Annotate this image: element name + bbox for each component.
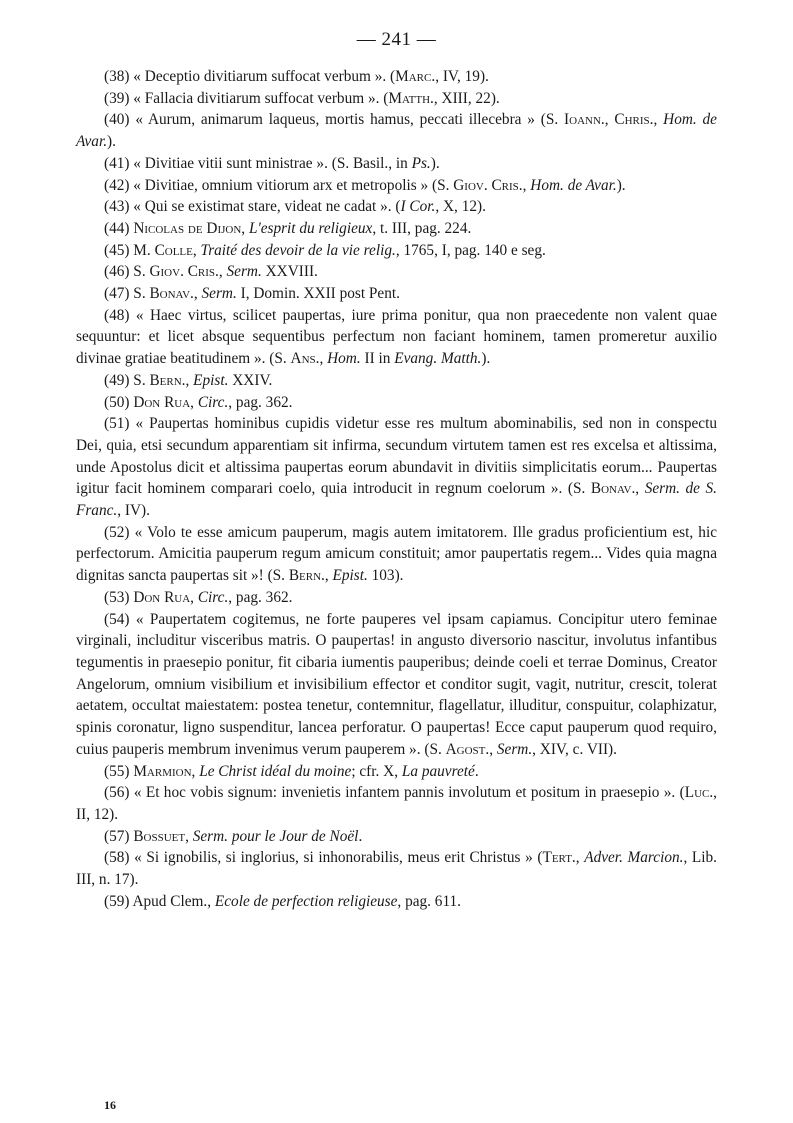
footnote-text: , <box>192 241 201 259</box>
footnote-text: , X, 12). <box>435 198 486 216</box>
footnote-text: , <box>319 350 328 368</box>
footnote-text: , <box>191 762 200 780</box>
footnote-text: . <box>358 827 363 845</box>
italic-reference: Circ. <box>197 393 229 411</box>
footnote-text: , <box>241 219 249 237</box>
footnote <box>76 370 717 392</box>
footnote <box>76 609 717 761</box>
author-name: Tert. <box>542 849 576 867</box>
italic-reference: Serm. <box>496 740 533 758</box>
footnote-text: , <box>185 371 194 389</box>
footnote <box>76 109 717 152</box>
author-name: Don Rua <box>133 393 191 411</box>
footnote-text: , Lib. III, n. 17). <box>76 849 717 889</box>
footnote <box>76 891 717 913</box>
footnote-text: (47) S. <box>104 285 150 303</box>
footnote-text: ; cfr. X, <box>351 762 402 780</box>
footnote-text: (44) <box>104 219 134 237</box>
footnote-text: , <box>522 176 531 194</box>
footnote-text: , II, 12). <box>76 784 717 823</box>
footnote-text: (59) Apud Clem., <box>104 892 215 910</box>
footnote <box>76 847 717 890</box>
author-name: Don Rua <box>133 588 191 606</box>
footnote <box>76 392 717 414</box>
italic-reference: Ps. <box>411 154 431 172</box>
footnote-text: (42) « Divitiae, omnium vitiorum arx et metropolis » (S. <box>104 176 454 194</box>
footnote-text: (45) M. <box>104 241 155 259</box>
footnote-text: , pag. 362. <box>228 588 293 606</box>
footnote-text: I, Domin. XXII post Pent. <box>236 285 400 303</box>
author-name: Agost. <box>445 740 490 758</box>
author-name: Ioann. <box>564 111 605 129</box>
footnote <box>76 782 717 825</box>
footnote <box>76 761 717 783</box>
footnote <box>76 196 717 218</box>
footnote-text: , <box>185 827 193 845</box>
italic-reference: Epist. <box>332 567 368 585</box>
footnote <box>76 66 717 88</box>
footnote-text: , XIV, c. VII). <box>532 740 617 758</box>
printer-signature: 16 <box>104 1098 116 1112</box>
footnote-text: , <box>190 588 198 606</box>
italic-reference: Hom. de Avar. <box>530 176 617 194</box>
italic-reference: La pauvreté <box>401 762 475 780</box>
author-name: Bern. <box>149 371 186 389</box>
footnote-text: , pag. 611. <box>397 892 462 910</box>
footnote <box>76 413 717 522</box>
author-name: Colle <box>154 241 193 259</box>
footnote-text: (54) « Paupertatem cogitemus, ne forte pauperes vel ipsam capiamus. Concipitur utero feminae virginali, includitur visceribus matris. O paupertas! in angusto diversorio nascitur, involutus infantibus tegumentis in praesepio ponitur, fit cibaria iumentis pauperibus; deinde coeli et terrae Dominus, Creator Angelorum, omnium visibilium et invisibilium effector et conditor sugit, vagit, nutritur, crescit, tolerat aetatem, occultat maiestatem: postea tenetur, contemnitur, flagellatur, illuditur, conspuitur, colaphizatur, spinis coronatur, ligno suspenditur, lancea perforatur. O paupertas! Ecce caput pauperum quod requiro, cuius pauperis membrum invenimus verum pauperem ». (S. <box>76 610 717 758</box>
italic-reference: Hom. <box>327 350 361 368</box>
footnote-text: , <box>190 393 198 411</box>
footnote-text: (49) S. <box>104 371 150 389</box>
italic-reference: Hom. de Avar. <box>76 111 717 151</box>
footnote-text: ). <box>430 154 440 172</box>
author-name: Bonav. <box>590 480 636 498</box>
footnote-text: (58) « Si ignobilis, si inglorius, si inhonorabilis, meus erit Christus » ( <box>104 849 543 867</box>
footnote-text: , <box>218 263 227 281</box>
footnote-text: , <box>575 849 585 867</box>
author-name: Giov. Cris. <box>149 263 219 281</box>
footnote-text: , pag. 362. <box>228 393 293 411</box>
footnote-text: II in <box>360 350 395 368</box>
footnotes-list <box>76 66 717 912</box>
footnote <box>76 305 717 370</box>
footnote-text: (50) <box>104 393 134 411</box>
footnote-text: , t. III, pag. 224. <box>372 219 472 237</box>
footnote <box>76 218 717 240</box>
italic-reference: Traité des devoir de la vie relig. <box>200 241 396 259</box>
footnote <box>76 587 717 609</box>
footnote-text: (56) « Et hoc vobis signum: invenietis infantem pannis involutum et positum in praesepio ». ( <box>104 784 685 802</box>
footnote-text: ). <box>107 133 116 151</box>
italic-reference: Serm. <box>226 263 262 281</box>
footnote-text: . <box>474 762 479 780</box>
author-name: Luc. <box>684 784 714 802</box>
italic-reference: Adver. Marcion. <box>584 849 684 867</box>
author-name: Marc. <box>395 68 436 85</box>
footnote-text: (55) <box>104 762 134 780</box>
page-number: — 241 — <box>356 29 437 50</box>
footnote <box>76 240 717 262</box>
italic-reference: Serm. <box>201 285 237 303</box>
italic-reference: Ecole de perfection religieuse <box>214 892 398 910</box>
footnote-text: 103). <box>367 567 404 585</box>
footnote-text: (51) « Paupertas hominibus cupidis videtur esse res multum abominabilis, sed non in conspectu Dei, quia, etsi secundum apparentiam sit infirma, secundum virtutem tamen est res excelsa et altissima, unde Apostolus dicit et altissima paupertas eorum abundavit in divitiis simplicitatis eorum... Paupertas igitur facit hominem comparari coelo, quia introducit in regnum coelorum ». (S. <box>76 415 717 498</box>
footnote-text: , IV, 19). <box>435 68 489 85</box>
footnote <box>76 153 717 175</box>
footnote-text: (39) « Fallacia divitiarum suffocat verbum ». ( <box>104 89 389 107</box>
footnote-text: XXIV. <box>228 371 273 389</box>
footnote <box>76 522 717 587</box>
footnote-text: , 1765, I, pag. 140 e seg. <box>395 241 546 259</box>
italic-reference: Evang. Matth. <box>394 350 482 368</box>
footnote-text: ). <box>481 350 491 368</box>
footnote <box>76 261 717 283</box>
footnote <box>76 175 717 197</box>
italic-reference: I Cor. <box>400 198 436 216</box>
footnote <box>76 88 717 110</box>
footnote-text: , IV). <box>117 502 150 520</box>
footnote-text: (43) « Qui se existimat stare, videat ne cadat ». ( <box>104 198 401 216</box>
footnote-text: , <box>604 111 615 129</box>
footnote <box>76 283 717 305</box>
author-name: Giov. Cris. <box>453 176 523 194</box>
author-name: Bonav. <box>149 285 194 303</box>
footnote-text: , <box>653 111 664 129</box>
italic-reference: L'esprit du religieux <box>248 219 373 237</box>
footnote-text: (52) « Volo te esse amicum pauperum, magis autem imitatorem. Ille gradus proficientium est, hic perfectorum. Amicitia pauperum regum amicum constituit; amor paupertatis regem... Vides quia magna dignitas sancta paupertas sit »! (S. <box>76 523 717 585</box>
footnote <box>76 826 717 848</box>
italic-reference: Circ. <box>197 588 229 606</box>
italic-reference: Le Christ idéal du moine <box>199 762 352 780</box>
footnote-text: (40) « Aurum, animarum laqueus, mortis hamus, peccati illecebra » (S. <box>104 111 565 129</box>
footnote-text: (38) « Deceptio divitiarum suffocat verbum ». ( <box>104 68 396 85</box>
footnote-text: XXVIII. <box>261 263 318 281</box>
author-name: Chris. <box>614 111 654 129</box>
footnote-text: (46) S. <box>104 263 150 281</box>
author-name: Matth. <box>388 89 434 107</box>
footnote-text: , <box>489 740 497 758</box>
footnote-text: , <box>324 567 333 585</box>
footnote-text: (41) « Divitiae vitii sunt ministrae ». (S. Basil., in <box>104 154 412 172</box>
footnote-text: (53) <box>104 588 134 606</box>
author-name: Bossuet <box>133 827 186 845</box>
author-name: Nicolas de Dijon <box>133 219 242 237</box>
footnote-text: (57) <box>104 827 134 845</box>
author-name: Ans. <box>290 350 320 368</box>
footnote-text: ). <box>616 176 626 194</box>
italic-reference: Serm. pour le Jour de Noël <box>192 827 359 845</box>
author-name: Marmion <box>133 762 192 780</box>
italic-reference: Epist. <box>193 371 229 389</box>
author-name: Bern. <box>288 567 325 585</box>
footnote-text: (48) « Haec virtus, scilicet paupertas, iure prima ponitur, qua non praecedente non valent quae sequuntur: et licet absque sequentibus perfectum non faciant hominem, tamen promeretur auxilio divinae gratiae beatitudinem ». (S. <box>76 306 717 368</box>
italic-reference: Serm. de S. Franc. <box>76 480 717 520</box>
footnote-text: , <box>193 285 202 303</box>
footnote-text: , <box>635 480 645 498</box>
footnote-text: , XIII, 22). <box>433 89 500 107</box>
